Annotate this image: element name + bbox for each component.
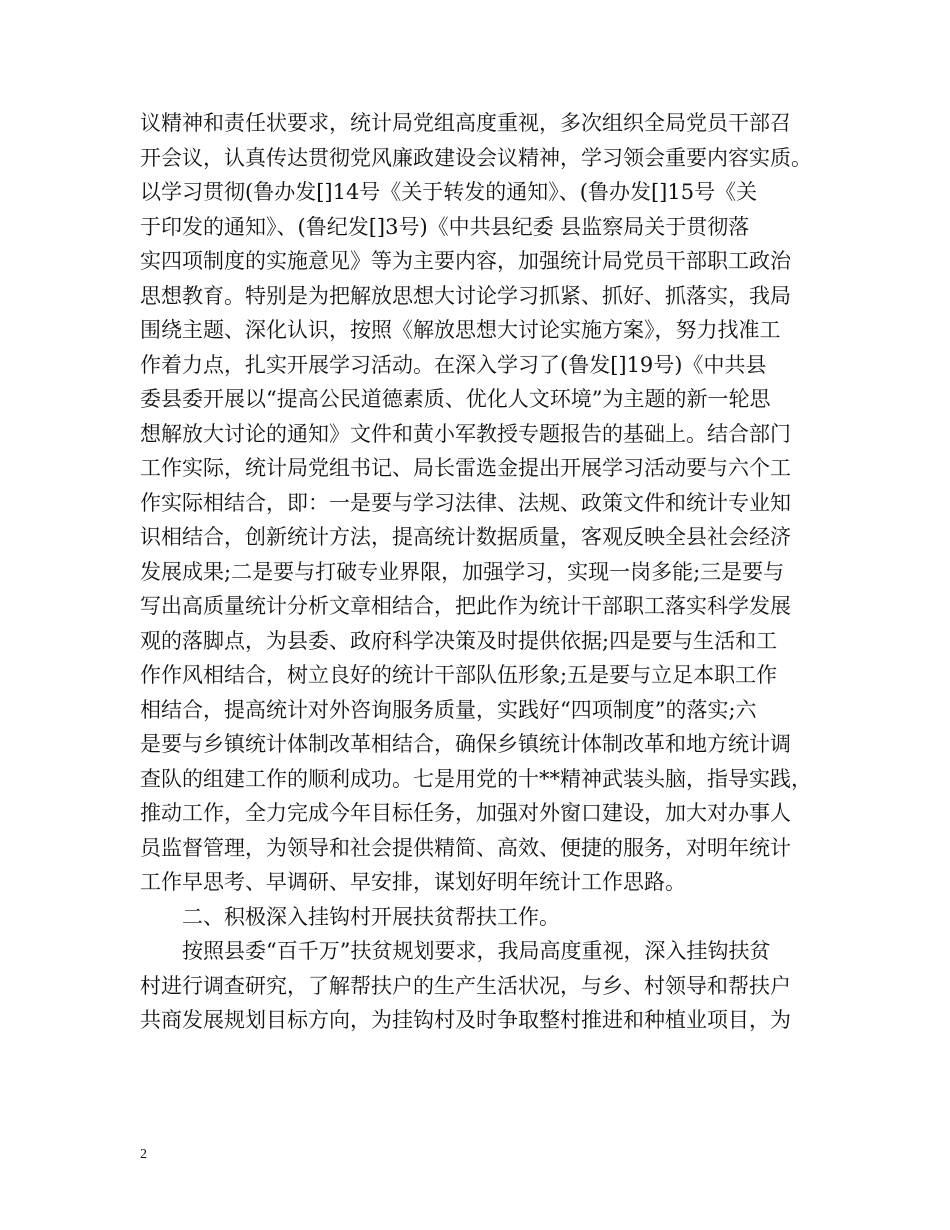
text-line: 写出高质量统计分析文章相结合，把此作为统计干部职工落实科学发展	[140, 594, 791, 618]
text-line: 委县委开展以“提高公民道德素质、优化人文环境”为主题的新一轮思	[140, 387, 771, 411]
text-line: 开会议，认真传达贯彻党风廉政建设会议精神，学习领会重要内容实质。	[140, 145, 812, 170]
text-line: 实四项制度的实施意见》等为主要内容，加强统计局党员干部职工政治	[140, 249, 791, 273]
document-body	[140, 106, 820, 1038]
text-line: 村进行调查研究，了解帮扶户的生产生活状况，与乡、村领导和帮扶户	[140, 973, 791, 998]
text-line: 围绕主题、深化认识，按照《解放思想大讨论实施方案》，努力找准工	[140, 318, 781, 342]
text-line: 是要与乡镇统计体制改革相结合，确保乡镇统计体制改革和地方统计调	[140, 732, 791, 756]
section-heading-text: 二、积极深入挂钩村开展扶贫帮扶工作。	[182, 904, 560, 929]
text-line: 观的落脚点，为县委、政府科学决策及时提供依据;四是要与生活和工	[140, 628, 778, 653]
paragraph-study-activities	[140, 106, 820, 900]
text-line: 议精神和责任状要求，统计局党组高度重视，多次组织全局党员干部召	[140, 111, 791, 135]
text-line: 推动工作，全力完成今年目标任务，加强对外窗口建设，加大对办事人	[140, 801, 791, 825]
text-line: 工作早思考、早调研、早安排，谋划好明年统计工作思路。	[140, 870, 686, 894]
text-line: 识相结合，创新统计方法，提高统计数据质量，客观反映全县社会经济	[140, 525, 791, 549]
text-line: 作作风相结合，树立良好的统计干部队伍形象;五是要与立足本职工作	[140, 663, 778, 687]
section-heading	[140, 900, 820, 935]
text-line: 作着力点，扎实开展学习活动。在深入学习了(鲁发[]19号)《中共县	[140, 352, 767, 377]
text-line: 作实际相结合，即：一是要与学习法律、法规、政策文件和统计专业知	[140, 490, 791, 515]
text-line: 以学习贯彻(鲁办发[]14号《关于转发的通知》、(鲁办发[]15号《关	[140, 180, 758, 204]
text-line: 于印发的通知》、(鲁纪发[]3号)《中共县纪委 县监察局关于贯彻落	[140, 214, 750, 239]
page-number: 2	[140, 1147, 147, 1162]
text-line: 想解放大讨论的通知》文件和黄小军教授专题报告的基础上。结合部门	[140, 421, 791, 446]
text-line: 查队的组建工作的顺利成功。七是用党的十**精神武装头脑，指导实践，	[140, 766, 812, 791]
text-line: 发展成果;二是要与打破专业界限，加强学习，实现一岗多能;三是要与	[140, 559, 785, 584]
text-line: 工作实际，统计局党组书记、局长雷选金提出开展学习活动要与六个工	[140, 456, 791, 480]
text-line: 共商发展规划目标方向，为挂钩村及时争取整村推进和种植业项目，为	[140, 1008, 791, 1032]
text-line: 按照县委“百千万”扶贫规划要求，我局高度重视，深入挂钩扶贫	[182, 939, 771, 963]
paragraph-poverty-alleviation	[140, 934, 820, 1038]
text-line: 相结合，提高统计对外咨询服务质量，实践好“四项制度”的落实;六	[140, 697, 757, 722]
text-line: 思想教育。特别是为把解放思想大讨论学习抓紧、抓好、抓落实，我局	[140, 283, 791, 308]
text-line: 员监督管理，为领导和社会提供精简、高效、便捷的服务，对明年统计	[140, 835, 791, 860]
